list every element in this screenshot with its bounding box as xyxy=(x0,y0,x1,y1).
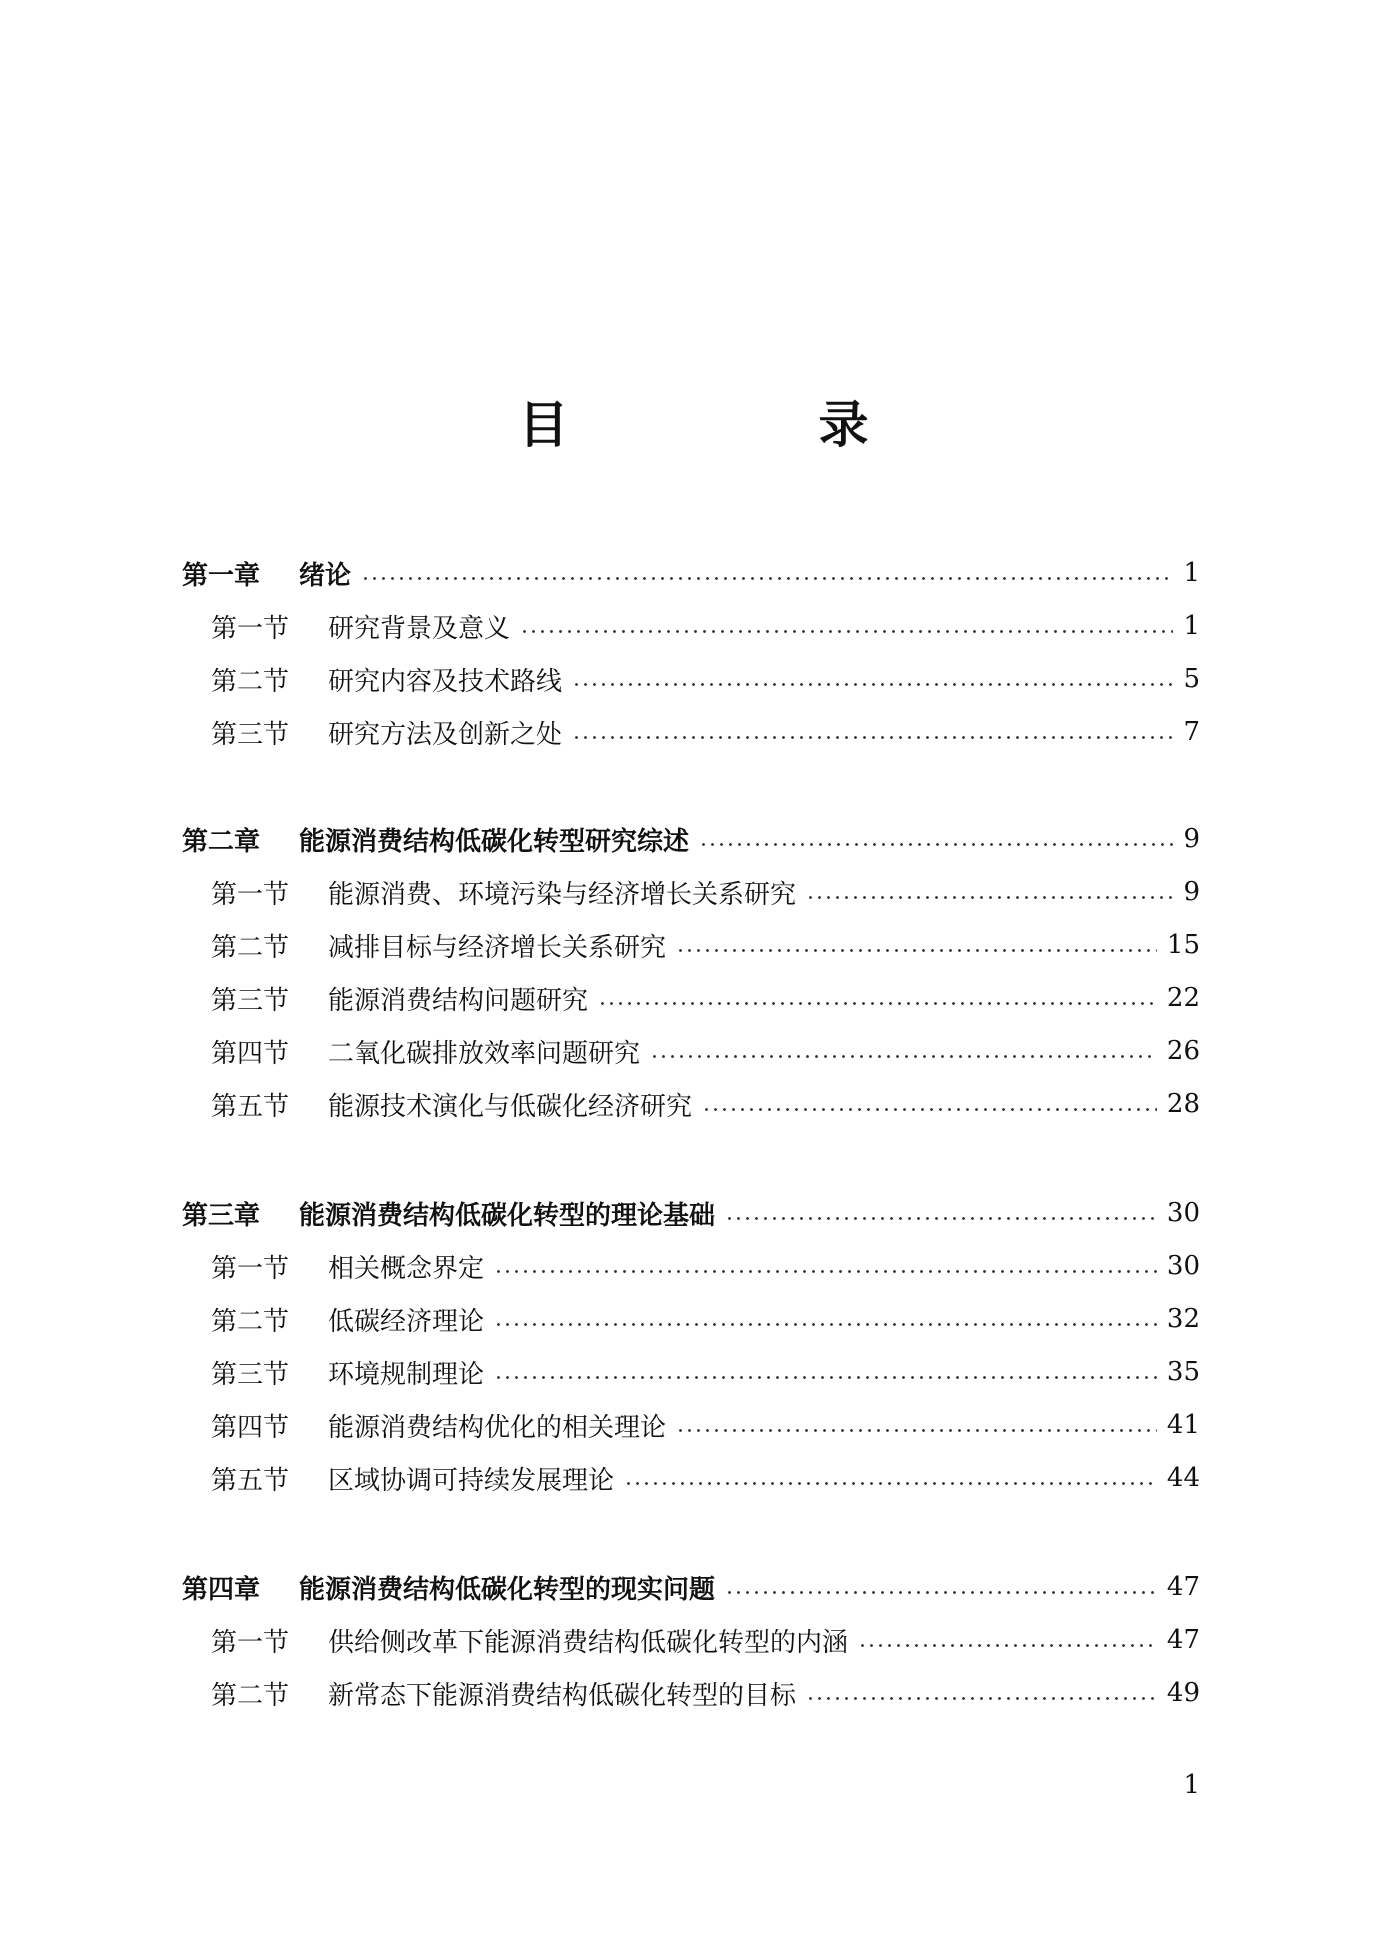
toc-section-entry[interactable] xyxy=(211,1673,1200,1713)
section-label: 第三节 xyxy=(211,1359,290,1390)
dot-leader xyxy=(650,1055,1157,1058)
chapter-title: 能源消费结构低碳化转型的理论基础 xyxy=(299,1200,716,1231)
section-label: 第四节 xyxy=(211,1412,290,1443)
toc-chapter-entry[interactable] xyxy=(182,1193,1200,1233)
chapter-title: 绪论 xyxy=(299,560,352,591)
section-page-number: 30 xyxy=(1166,1251,1200,1281)
chapter-page-number: 9 xyxy=(1183,824,1200,854)
section-title: 研究方法及创新之处 xyxy=(328,719,563,750)
toc-section-entry[interactable] xyxy=(211,872,1200,912)
section-title: 环境规制理论 xyxy=(328,1359,485,1390)
section-page-number: 1 xyxy=(1183,611,1200,641)
section-page-number: 44 xyxy=(1166,1463,1200,1493)
toc-section-entry[interactable] xyxy=(211,978,1200,1018)
section-label: 第二节 xyxy=(211,1306,290,1337)
section-label: 第二节 xyxy=(211,932,290,963)
section-title: 低碳经济理论 xyxy=(328,1306,485,1337)
section-title: 研究背景及意义 xyxy=(328,613,511,644)
toc-section-entry[interactable] xyxy=(211,1299,1200,1339)
section-page-number: 26 xyxy=(1166,1036,1200,1066)
dot-leader xyxy=(520,630,1173,633)
chapter-label: 第二章 xyxy=(182,826,261,857)
dot-leader xyxy=(624,1482,1157,1485)
toc-chapter-entry[interactable] xyxy=(182,1567,1200,1607)
section-label: 第一节 xyxy=(211,613,290,644)
toc-section-entry[interactable] xyxy=(211,606,1200,646)
dot-leader xyxy=(699,843,1173,846)
section-title: 区域协调可持续发展理论 xyxy=(328,1465,615,1496)
section-page-number: 35 xyxy=(1166,1357,1200,1387)
section-page-number: 15 xyxy=(1166,930,1200,960)
section-page-number: 49 xyxy=(1166,1678,1200,1708)
section-label: 第五节 xyxy=(211,1091,290,1122)
section-title: 供给侧改革下能源消费结构低碳化转型的内涵 xyxy=(328,1627,849,1658)
section-title: 能源消费、环境污染与经济增长关系研究 xyxy=(328,879,797,910)
section-page-number: 47 xyxy=(1166,1625,1200,1655)
chapter-title: 能源消费结构低碳化转型研究综述 xyxy=(299,826,690,857)
section-title: 能源技术演化与低碳化经济研究 xyxy=(328,1091,693,1122)
dot-leader xyxy=(702,1108,1157,1111)
toc-section-entry[interactable] xyxy=(211,1084,1200,1124)
chapter-page-number: 47 xyxy=(1166,1572,1200,1602)
dot-leader xyxy=(494,1323,1157,1326)
dot-leader xyxy=(572,736,1173,739)
section-title: 相关概念界定 xyxy=(328,1253,485,1284)
chapter-label: 第一章 xyxy=(182,560,261,591)
toc-chapter-entry[interactable] xyxy=(182,819,1200,859)
dot-leader xyxy=(494,1270,1157,1273)
toc-section-entry[interactable] xyxy=(211,659,1200,699)
section-page-number: 9 xyxy=(1183,877,1200,907)
page-title: 目 录 xyxy=(518,395,969,454)
section-title: 能源消费结构问题研究 xyxy=(328,985,589,1016)
dot-leader xyxy=(494,1376,1157,1379)
section-page-number: 41 xyxy=(1166,1410,1200,1440)
toc-section-entry[interactable] xyxy=(211,1620,1200,1660)
dot-leader xyxy=(572,683,1173,686)
dot-leader xyxy=(806,896,1173,899)
section-page-number: 32 xyxy=(1166,1304,1200,1334)
section-title: 研究内容及技术路线 xyxy=(328,666,563,697)
dot-leader xyxy=(598,1002,1157,1005)
section-title: 能源消费结构优化的相关理论 xyxy=(328,1412,667,1443)
section-label: 第一节 xyxy=(211,879,290,910)
dot-leader xyxy=(361,577,1173,580)
toc-section-entry[interactable] xyxy=(211,1352,1200,1392)
section-title: 减排目标与经济增长关系研究 xyxy=(328,932,667,963)
section-page-number: 5 xyxy=(1183,664,1200,694)
section-page-number: 7 xyxy=(1183,717,1200,747)
dot-leader xyxy=(676,949,1157,952)
section-label: 第三节 xyxy=(211,719,290,750)
section-label: 第一节 xyxy=(211,1253,290,1284)
dot-leader xyxy=(676,1429,1157,1432)
chapter-page-number: 1 xyxy=(1183,558,1200,588)
section-label: 第一节 xyxy=(211,1627,290,1658)
section-label: 第二节 xyxy=(211,1680,290,1711)
dot-leader xyxy=(725,1217,1157,1220)
dot-leader xyxy=(858,1644,1157,1647)
section-page-number: 28 xyxy=(1166,1089,1200,1119)
section-title: 二氧化碳排放效率问题研究 xyxy=(328,1038,641,1069)
section-page-number: 22 xyxy=(1166,983,1200,1013)
chapter-label: 第三章 xyxy=(182,1200,261,1231)
dot-leader xyxy=(725,1591,1157,1594)
toc-section-entry[interactable] xyxy=(211,1031,1200,1071)
toc-section-entry[interactable] xyxy=(211,712,1200,752)
toc-section-entry[interactable] xyxy=(211,1458,1200,1498)
section-label: 第三节 xyxy=(211,985,290,1016)
toc-chapter-entry[interactable] xyxy=(182,553,1200,593)
section-label: 第二节 xyxy=(211,666,290,697)
chapter-title: 能源消费结构低碳化转型的现实问题 xyxy=(299,1574,716,1605)
section-label: 第四节 xyxy=(211,1038,290,1069)
chapter-page-number: 30 xyxy=(1166,1198,1200,1228)
toc-section-entry[interactable] xyxy=(211,1405,1200,1445)
page-number: 1 xyxy=(1183,1770,1200,1800)
toc-section-entry[interactable] xyxy=(211,925,1200,965)
toc-section-entry[interactable] xyxy=(211,1246,1200,1286)
chapter-label: 第四章 xyxy=(182,1574,261,1605)
section-title: 新常态下能源消费结构低碳化转型的目标 xyxy=(328,1680,797,1711)
dot-leader xyxy=(806,1697,1157,1700)
section-label: 第五节 xyxy=(211,1465,290,1496)
